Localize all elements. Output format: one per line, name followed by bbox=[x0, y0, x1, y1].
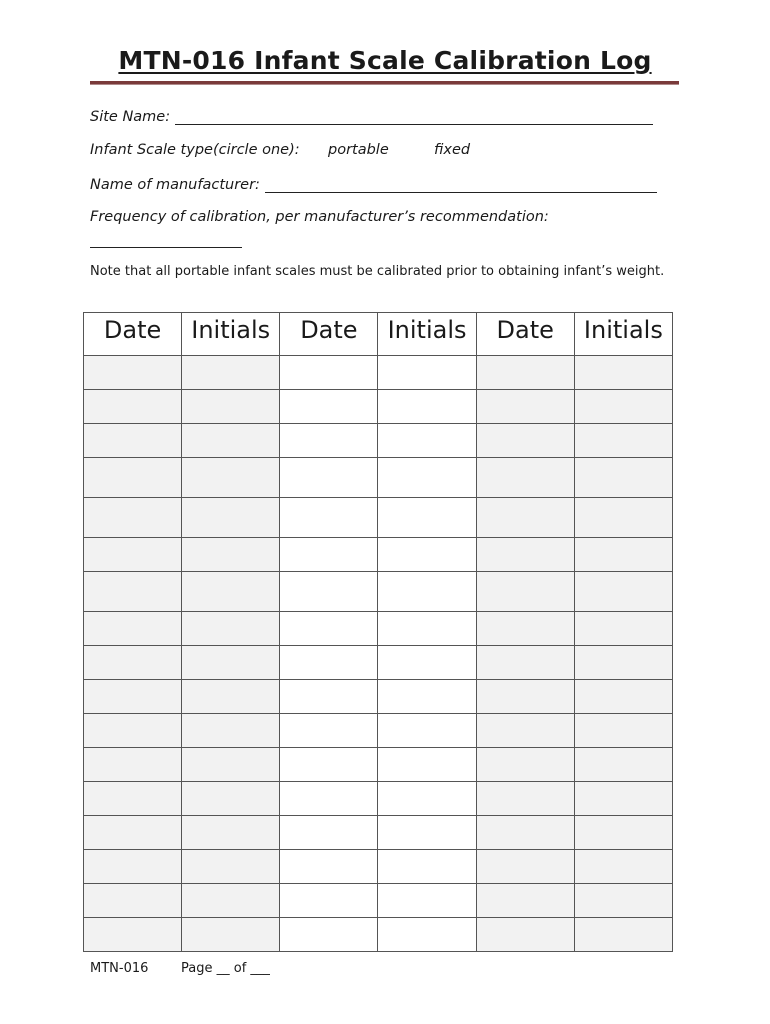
table-cell[interactable] bbox=[378, 680, 476, 714]
table-cell[interactable] bbox=[280, 884, 378, 918]
table-cell[interactable] bbox=[574, 390, 672, 424]
table-cell[interactable] bbox=[574, 646, 672, 680]
table-cell[interactable] bbox=[84, 424, 182, 458]
table-cell[interactable] bbox=[280, 612, 378, 646]
table-row bbox=[84, 816, 673, 850]
header-date-3: Date bbox=[476, 313, 574, 356]
table-cell[interactable] bbox=[84, 572, 182, 612]
note-text: Note that all portable infant scales must be calibrated prior to obtaining infant’s weight. bbox=[90, 264, 665, 279]
table-cell[interactable] bbox=[84, 884, 182, 918]
table-cell[interactable] bbox=[476, 646, 574, 680]
table-cell[interactable] bbox=[476, 612, 574, 646]
table-cell[interactable] bbox=[574, 424, 672, 458]
option-fixed[interactable]: fixed bbox=[434, 142, 471, 158]
table-cell[interactable] bbox=[84, 782, 182, 816]
table-cell[interactable] bbox=[378, 714, 476, 748]
footer-doc-id: MTN-016 bbox=[90, 961, 149, 976]
table-cell[interactable] bbox=[84, 538, 182, 572]
table-cell[interactable] bbox=[476, 356, 574, 390]
table-cell[interactable] bbox=[280, 498, 378, 538]
table-cell[interactable] bbox=[574, 458, 672, 498]
frequency-field[interactable] bbox=[90, 231, 242, 248]
table-cell[interactable] bbox=[280, 538, 378, 572]
table-cell[interactable] bbox=[280, 390, 378, 424]
table-row bbox=[84, 390, 673, 424]
table-row bbox=[84, 538, 673, 572]
table-cell[interactable] bbox=[378, 458, 476, 498]
table-row bbox=[84, 498, 673, 538]
table-row bbox=[84, 572, 673, 612]
table-cell[interactable] bbox=[182, 356, 280, 390]
table-cell[interactable] bbox=[378, 884, 476, 918]
table-cell[interactable] bbox=[84, 714, 182, 748]
table-cell[interactable] bbox=[574, 356, 672, 390]
table-cell[interactable] bbox=[182, 612, 280, 646]
table-cell[interactable] bbox=[476, 816, 574, 850]
table-cell[interactable] bbox=[574, 884, 672, 918]
table-cell[interactable] bbox=[182, 424, 280, 458]
table-cell[interactable] bbox=[476, 680, 574, 714]
table-cell[interactable] bbox=[476, 538, 574, 572]
manufacturer-row bbox=[90, 176, 657, 193]
table-cell[interactable] bbox=[182, 572, 280, 612]
table-cell[interactable] bbox=[182, 538, 280, 572]
table-cell[interactable] bbox=[378, 918, 476, 952]
table-cell[interactable] bbox=[378, 646, 476, 680]
table-cell[interactable] bbox=[574, 816, 672, 850]
table-cell[interactable] bbox=[574, 572, 672, 612]
table-cell[interactable] bbox=[574, 850, 672, 884]
table-cell[interactable] bbox=[378, 356, 476, 390]
table-cell[interactable] bbox=[476, 390, 574, 424]
table-cell[interactable] bbox=[476, 572, 574, 612]
table-row bbox=[84, 714, 673, 748]
table-cell[interactable] bbox=[378, 748, 476, 782]
table-cell[interactable] bbox=[574, 538, 672, 572]
table-cell[interactable] bbox=[182, 646, 280, 680]
table-row bbox=[84, 680, 673, 714]
table-cell[interactable] bbox=[574, 748, 672, 782]
header-date-1: Date bbox=[84, 313, 182, 356]
table-cell[interactable] bbox=[476, 498, 574, 538]
table-cell[interactable] bbox=[280, 748, 378, 782]
table-cell[interactable] bbox=[378, 572, 476, 612]
table-cell[interactable] bbox=[476, 884, 574, 918]
table-cell[interactable] bbox=[84, 850, 182, 884]
table-cell[interactable] bbox=[574, 918, 672, 952]
header-initials-1: Initials bbox=[182, 313, 280, 356]
table-cell[interactable] bbox=[182, 458, 280, 498]
table-header-row bbox=[84, 313, 673, 356]
manufacturer-label: Name of manufacturer: bbox=[90, 177, 260, 193]
table-row bbox=[84, 918, 673, 952]
table-cell[interactable] bbox=[84, 390, 182, 424]
table-cell[interactable] bbox=[280, 646, 378, 680]
table-row bbox=[84, 356, 673, 390]
table-cell[interactable] bbox=[84, 748, 182, 782]
table-cell[interactable] bbox=[84, 612, 182, 646]
table-cell[interactable] bbox=[84, 498, 182, 538]
table-cell[interactable] bbox=[182, 748, 280, 782]
option-portable[interactable]: portable bbox=[328, 142, 389, 158]
table-cell[interactable] bbox=[574, 612, 672, 646]
table-row bbox=[84, 884, 673, 918]
table-cell[interactable] bbox=[182, 498, 280, 538]
table-cell[interactable] bbox=[84, 680, 182, 714]
table-cell[interactable] bbox=[182, 816, 280, 850]
title-divider bbox=[90, 81, 679, 85]
table-row bbox=[84, 782, 673, 816]
header-date-2: Date bbox=[280, 313, 378, 356]
table-cell[interactable] bbox=[280, 424, 378, 458]
table-cell[interactable] bbox=[182, 782, 280, 816]
site-name-label: Site Name: bbox=[90, 109, 171, 125]
table-row bbox=[84, 424, 673, 458]
frequency-label: Frequency of calibration, per manufacturer’s recommendation: bbox=[90, 209, 549, 225]
table-cell[interactable] bbox=[476, 424, 574, 458]
table-cell[interactable] bbox=[280, 918, 378, 952]
table-cell[interactable] bbox=[84, 646, 182, 680]
table-cell[interactable] bbox=[378, 390, 476, 424]
page-title: MTN-016 Infant Scale Calibration Log bbox=[118, 46, 652, 75]
table-cell[interactable] bbox=[476, 458, 574, 498]
table-cell[interactable] bbox=[84, 356, 182, 390]
table-cell[interactable] bbox=[476, 782, 574, 816]
table-cell[interactable] bbox=[378, 424, 476, 458]
table-cell[interactable] bbox=[280, 458, 378, 498]
table-cell[interactable] bbox=[378, 498, 476, 538]
table-cell[interactable] bbox=[84, 458, 182, 498]
table-cell[interactable] bbox=[182, 884, 280, 918]
scale-type-label: Infant Scale type(circle one): bbox=[90, 142, 300, 158]
table-cell[interactable] bbox=[280, 816, 378, 850]
header-initials-2: Initials bbox=[378, 313, 476, 356]
table-cell[interactable] bbox=[84, 816, 182, 850]
table-cell[interactable] bbox=[280, 356, 378, 390]
table-cell[interactable] bbox=[574, 782, 672, 816]
table-cell[interactable] bbox=[378, 782, 476, 816]
table-cell[interactable] bbox=[280, 782, 378, 816]
table-cell[interactable] bbox=[378, 816, 476, 850]
table-cell[interactable] bbox=[182, 680, 280, 714]
table-cell[interactable] bbox=[476, 714, 574, 748]
calibration-log-table bbox=[83, 312, 673, 952]
table-cell[interactable] bbox=[378, 612, 476, 646]
table-cell[interactable] bbox=[476, 850, 574, 884]
table-cell[interactable] bbox=[182, 918, 280, 952]
table-row bbox=[84, 850, 673, 884]
footer-page-number: Page __ of ___ bbox=[181, 961, 270, 976]
table-cell[interactable] bbox=[574, 714, 672, 748]
table-cell[interactable] bbox=[182, 850, 280, 884]
table-cell[interactable] bbox=[476, 748, 574, 782]
table-cell[interactable] bbox=[84, 918, 182, 952]
site-name-field[interactable] bbox=[175, 108, 653, 125]
table-cell[interactable] bbox=[378, 850, 476, 884]
table-row bbox=[84, 646, 673, 680]
frequency-row bbox=[90, 231, 242, 248]
manufacturer-field[interactable] bbox=[265, 176, 657, 193]
header-initials-3: Initials bbox=[574, 313, 672, 356]
table-cell[interactable] bbox=[476, 918, 574, 952]
table-row bbox=[84, 612, 673, 646]
table-cell[interactable] bbox=[182, 714, 280, 748]
table-cell[interactable] bbox=[378, 538, 476, 572]
table-row bbox=[84, 458, 673, 498]
table-cell[interactable] bbox=[280, 680, 378, 714]
site-name-row bbox=[90, 108, 653, 125]
table-cell[interactable] bbox=[574, 680, 672, 714]
table-row bbox=[84, 748, 673, 782]
table-cell[interactable] bbox=[280, 572, 378, 612]
table-cell[interactable] bbox=[280, 714, 378, 748]
table-cell[interactable] bbox=[574, 498, 672, 538]
table-cell[interactable] bbox=[182, 390, 280, 424]
table-cell[interactable] bbox=[280, 850, 378, 884]
